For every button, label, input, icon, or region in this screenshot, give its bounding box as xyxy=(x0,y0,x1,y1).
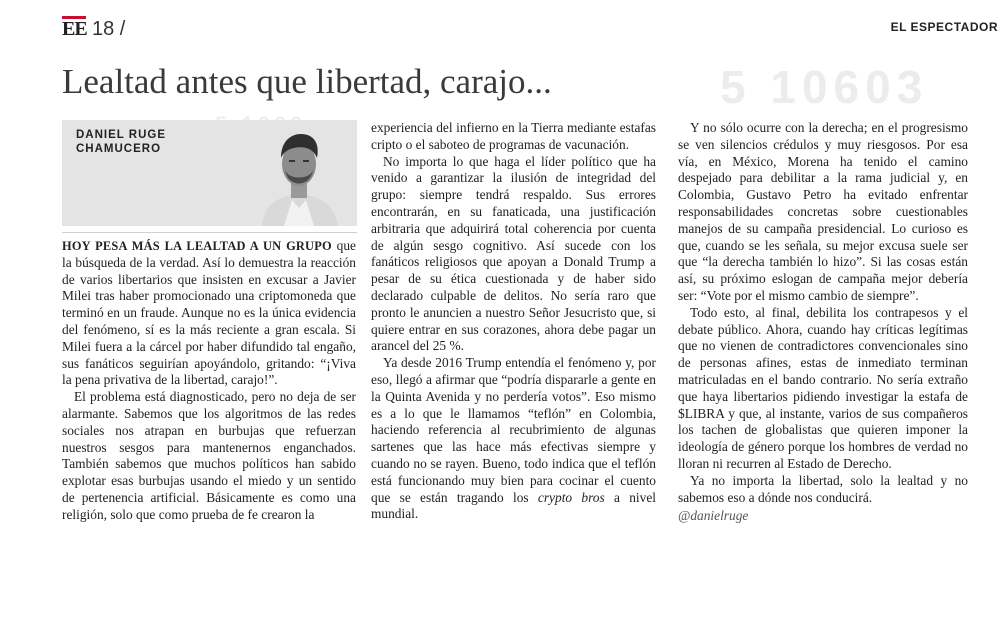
background-watermark-digits: 5 10603 xyxy=(720,61,929,113)
author-twitter-handle: @danielruge xyxy=(678,508,749,524)
page-header xyxy=(62,14,1000,48)
author-name-line1: DANIEL RUGE xyxy=(76,129,167,141)
newspaper-brand: EL ESPECTADOR xyxy=(890,20,998,34)
author-box-divider xyxy=(62,232,357,233)
article-column-3 xyxy=(678,120,968,525)
page-number: 18 / xyxy=(92,18,126,40)
lead-paragraph xyxy=(62,238,356,389)
paragraph-text: Ya desde 2016 Trump entendía el fenómeno y, por eso, llegó a afirmar que “podría dispararle a gente en la Quinta Avenida y no perdería votos”. Eso mismo es a lo que le llamamos “teflón” en Colombia, haciendo referencia al recubrimiento de algunas sartenes que las hace más efectivas siempre y cuando no se rayen. Bueno, todo indica que el teflón está funcionando muy bien para cocinar el cuento que se están tragando los xyxy=(371,355,656,505)
paragraph: Todo esto, al final, debilita los contrapesos y el debate público. Ahora, cuando hay críticas legítimas que no vienen de contradictores convencionales sino de personas afines, estas de inmediato terminan matriculadas en el bando contrario. No sería extraño que haya libertarios pidiendo investigar la estafa de $LIBRA y que, al instante, varios de sus compañeros los tachen de globalistas que quieren imponer la ideología de género porque los hombres de verdad no lloran ni recurren al Estado de Derecho. xyxy=(678,304,968,471)
author-box xyxy=(62,120,357,226)
author-name-line2: CHAMUCERO xyxy=(76,143,162,155)
author-name xyxy=(76,128,166,156)
paragraph: Y no sólo ocurre con la derecha; en el progresismo se ven silencios crédulos y muy riesgosos. Por esa vía, en México, Morena ha tenido el camino despejado para debilitar a la rama judicial y, en Colombia, Gustavo Petro ha evitado enfrentar responsabilidades concretas sobre cuestionables manejos de su campaña presidencial. Lo curioso es que, cuando se les señala, su mejor excusa suele ser que “la derecha también lo hizo”. Si las cosas están así, su próximo eslogan de campaña mejor debería ser: “Vote por el mismo cambio de siempre”. xyxy=(678,120,968,303)
paragraph-text: que la búsqueda de la verdad. Así lo demuestra la reacción de varios libertarios que insisten en excusar a Javier Milei tras haber promocionado una criptomoneda que terminó en un fraude. Aunque no es la única evidencia del fenómeno, sí es la más reciente a gran escala. Si Milei fuera a la cárcel por haber difundido tal engaño, sus fanáticos seguirían apoyándolo, gritando: “¡Viva la pena privativa de la libertad, carajo!”. xyxy=(62,238,356,388)
newspaper-logo: EE xyxy=(62,18,87,40)
paragraph: El problema está diagnosticado, pero no deja de ser alarmante. Sabemos que los algoritmos de las redes sociales nos atrapan en burbujas que refuerzan nuestros sesgos para mantenernos enganchados. También sabemos que muchos políticos han sabido explotar esas burbujas usando el miedo y un sentido de pertenencia artificial. Básicamente es como una religión, solo que como prueba de fe crearon la xyxy=(62,389,356,522)
article-column-2 xyxy=(371,120,656,523)
paragraph: No importa lo que haga el líder político que ha venido a garantizar la ilusión de integridad del grupo: siempre tendrá respaldo. Sus errores encontrarán, en su fanaticada, una justificación arbitraria que adquirirá total coherencia por cuenta de algún sesgo cognitivo. Así sucede con los fanáticos religiosos que apoyan a Donald Trump a pesar de su ética cuestionada y de haber sido declarado culpable de delitos. No sería raro que pronto le anuncien a nuestro Señor Jesucristo que, si quiere entrar en sus corazones, ahora debe pagar un arancel del 25 %. xyxy=(371,153,656,354)
lead-caps: HOY PESA MÁS LA LEALTAD A UN GRUPO xyxy=(62,239,332,253)
paragraph xyxy=(371,355,656,523)
paragraph: experiencia del infierno en la Tierra mediante estafas cripto o el saboteo de programas de vacunación. xyxy=(371,120,656,152)
closing-paragraph: Ya no importa la libertad, solo la lealtad y no sabemos eso a dónde nos conducirá. xyxy=(678,472,968,505)
author-portrait-icon xyxy=(254,126,344,226)
article-column-1 xyxy=(62,238,356,524)
paragraph-text: a nivel mundial. xyxy=(371,489,657,522)
italic-term: crypto bros xyxy=(537,489,605,505)
article-headline: Lealtad antes que libertad, carajo... xyxy=(62,62,552,101)
